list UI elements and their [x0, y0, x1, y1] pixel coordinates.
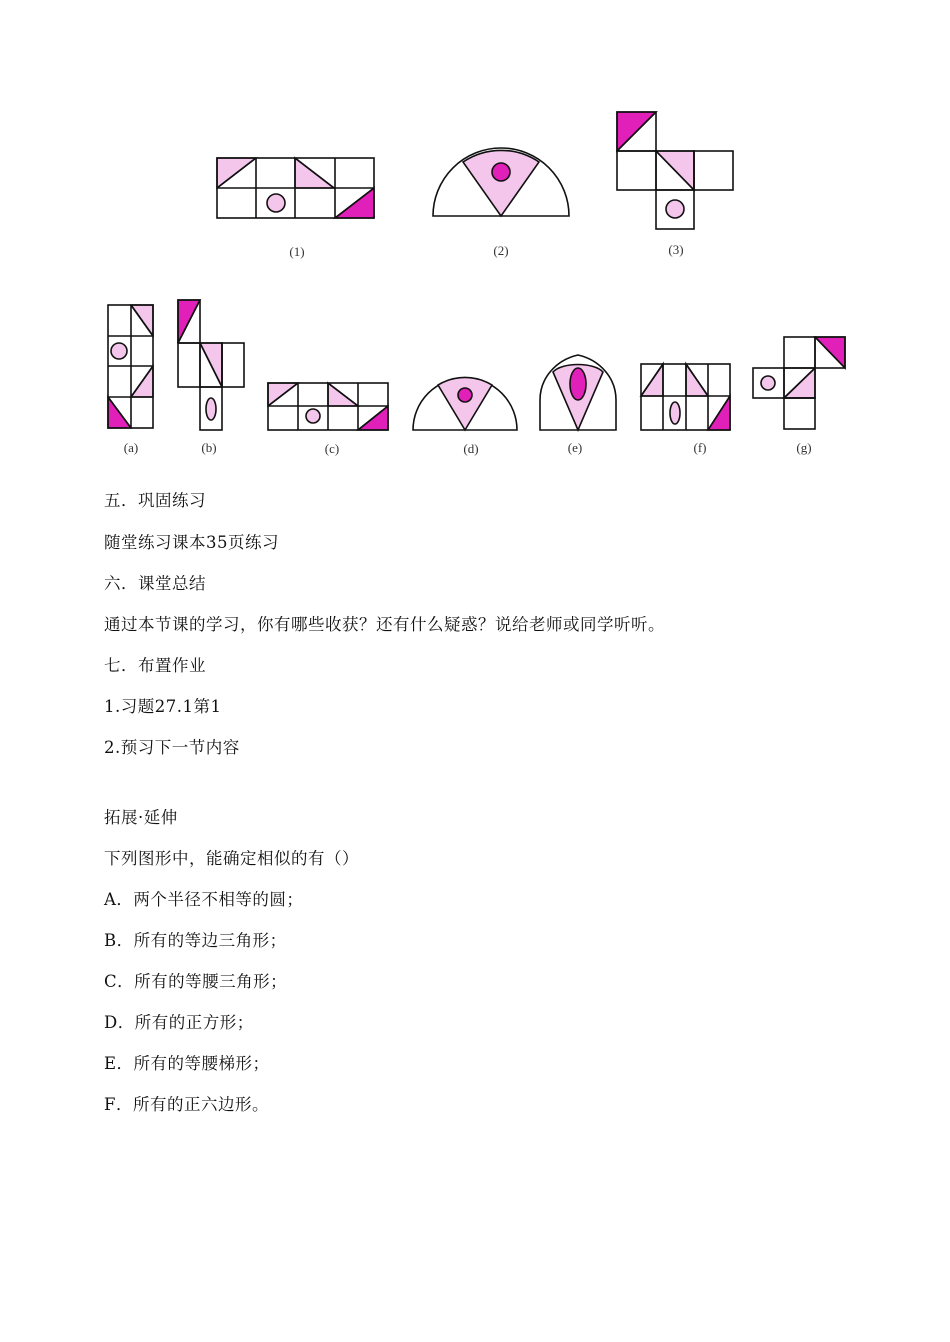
section-6-text: 通过本节课的学习，你有哪些收获？还有什么疑惑？说给老师或同学听听。 — [104, 615, 665, 634]
figure-1-grid — [217, 158, 374, 218]
figure-a — [108, 305, 153, 428]
section-6-heading: 六．课堂总结 — [104, 574, 206, 593]
section-5-text: 随堂练习课本35页练习 — [104, 533, 279, 552]
figure-d — [413, 377, 517, 430]
caption-3: (3) — [668, 242, 684, 257]
extension-question: 下列图形中，能确定相似的有（） — [104, 849, 359, 868]
figure-f — [641, 364, 730, 430]
caption-e: (e) — [567, 440, 583, 455]
section-7-heading: 七．布置作业 — [104, 656, 206, 675]
option-e: E．所有的等腰梯形； — [104, 1054, 270, 1073]
option-c: C．所有的等腰三角形； — [104, 972, 288, 991]
extension-heading: 拓展·延伸 — [104, 808, 178, 827]
figure-3-net — [617, 112, 733, 229]
option-b: B．所有的等边三角形； — [104, 931, 287, 950]
caption-g: (g) — [796, 440, 812, 455]
caption-b: (b) — [201, 440, 217, 455]
option-a: A．两个半径不相等的圆； — [104, 890, 304, 909]
figure-2-semicircle — [433, 148, 569, 216]
figure-e — [540, 355, 616, 430]
section-5-heading: 五．巩固练习 — [104, 491, 206, 510]
homework-item-1: 1.习题27.1第1 — [104, 697, 222, 716]
option-f: F．所有的正六边形。 — [104, 1095, 269, 1114]
figure-g — [753, 337, 845, 429]
option-d: D．所有的正方形； — [104, 1013, 254, 1032]
caption-1: (1) — [289, 244, 305, 259]
caption-2: (2) — [493, 243, 509, 258]
caption-d: (d) — [463, 441, 479, 456]
figure-c — [268, 383, 388, 430]
similar-figures-diagram — [0, 0, 950, 470]
homework-item-2: 2.预习下一节内容 — [104, 738, 240, 757]
figure-b — [178, 300, 244, 430]
caption-a: (a) — [123, 440, 139, 455]
caption-f: (f) — [693, 440, 707, 455]
caption-c: (c) — [324, 441, 340, 456]
